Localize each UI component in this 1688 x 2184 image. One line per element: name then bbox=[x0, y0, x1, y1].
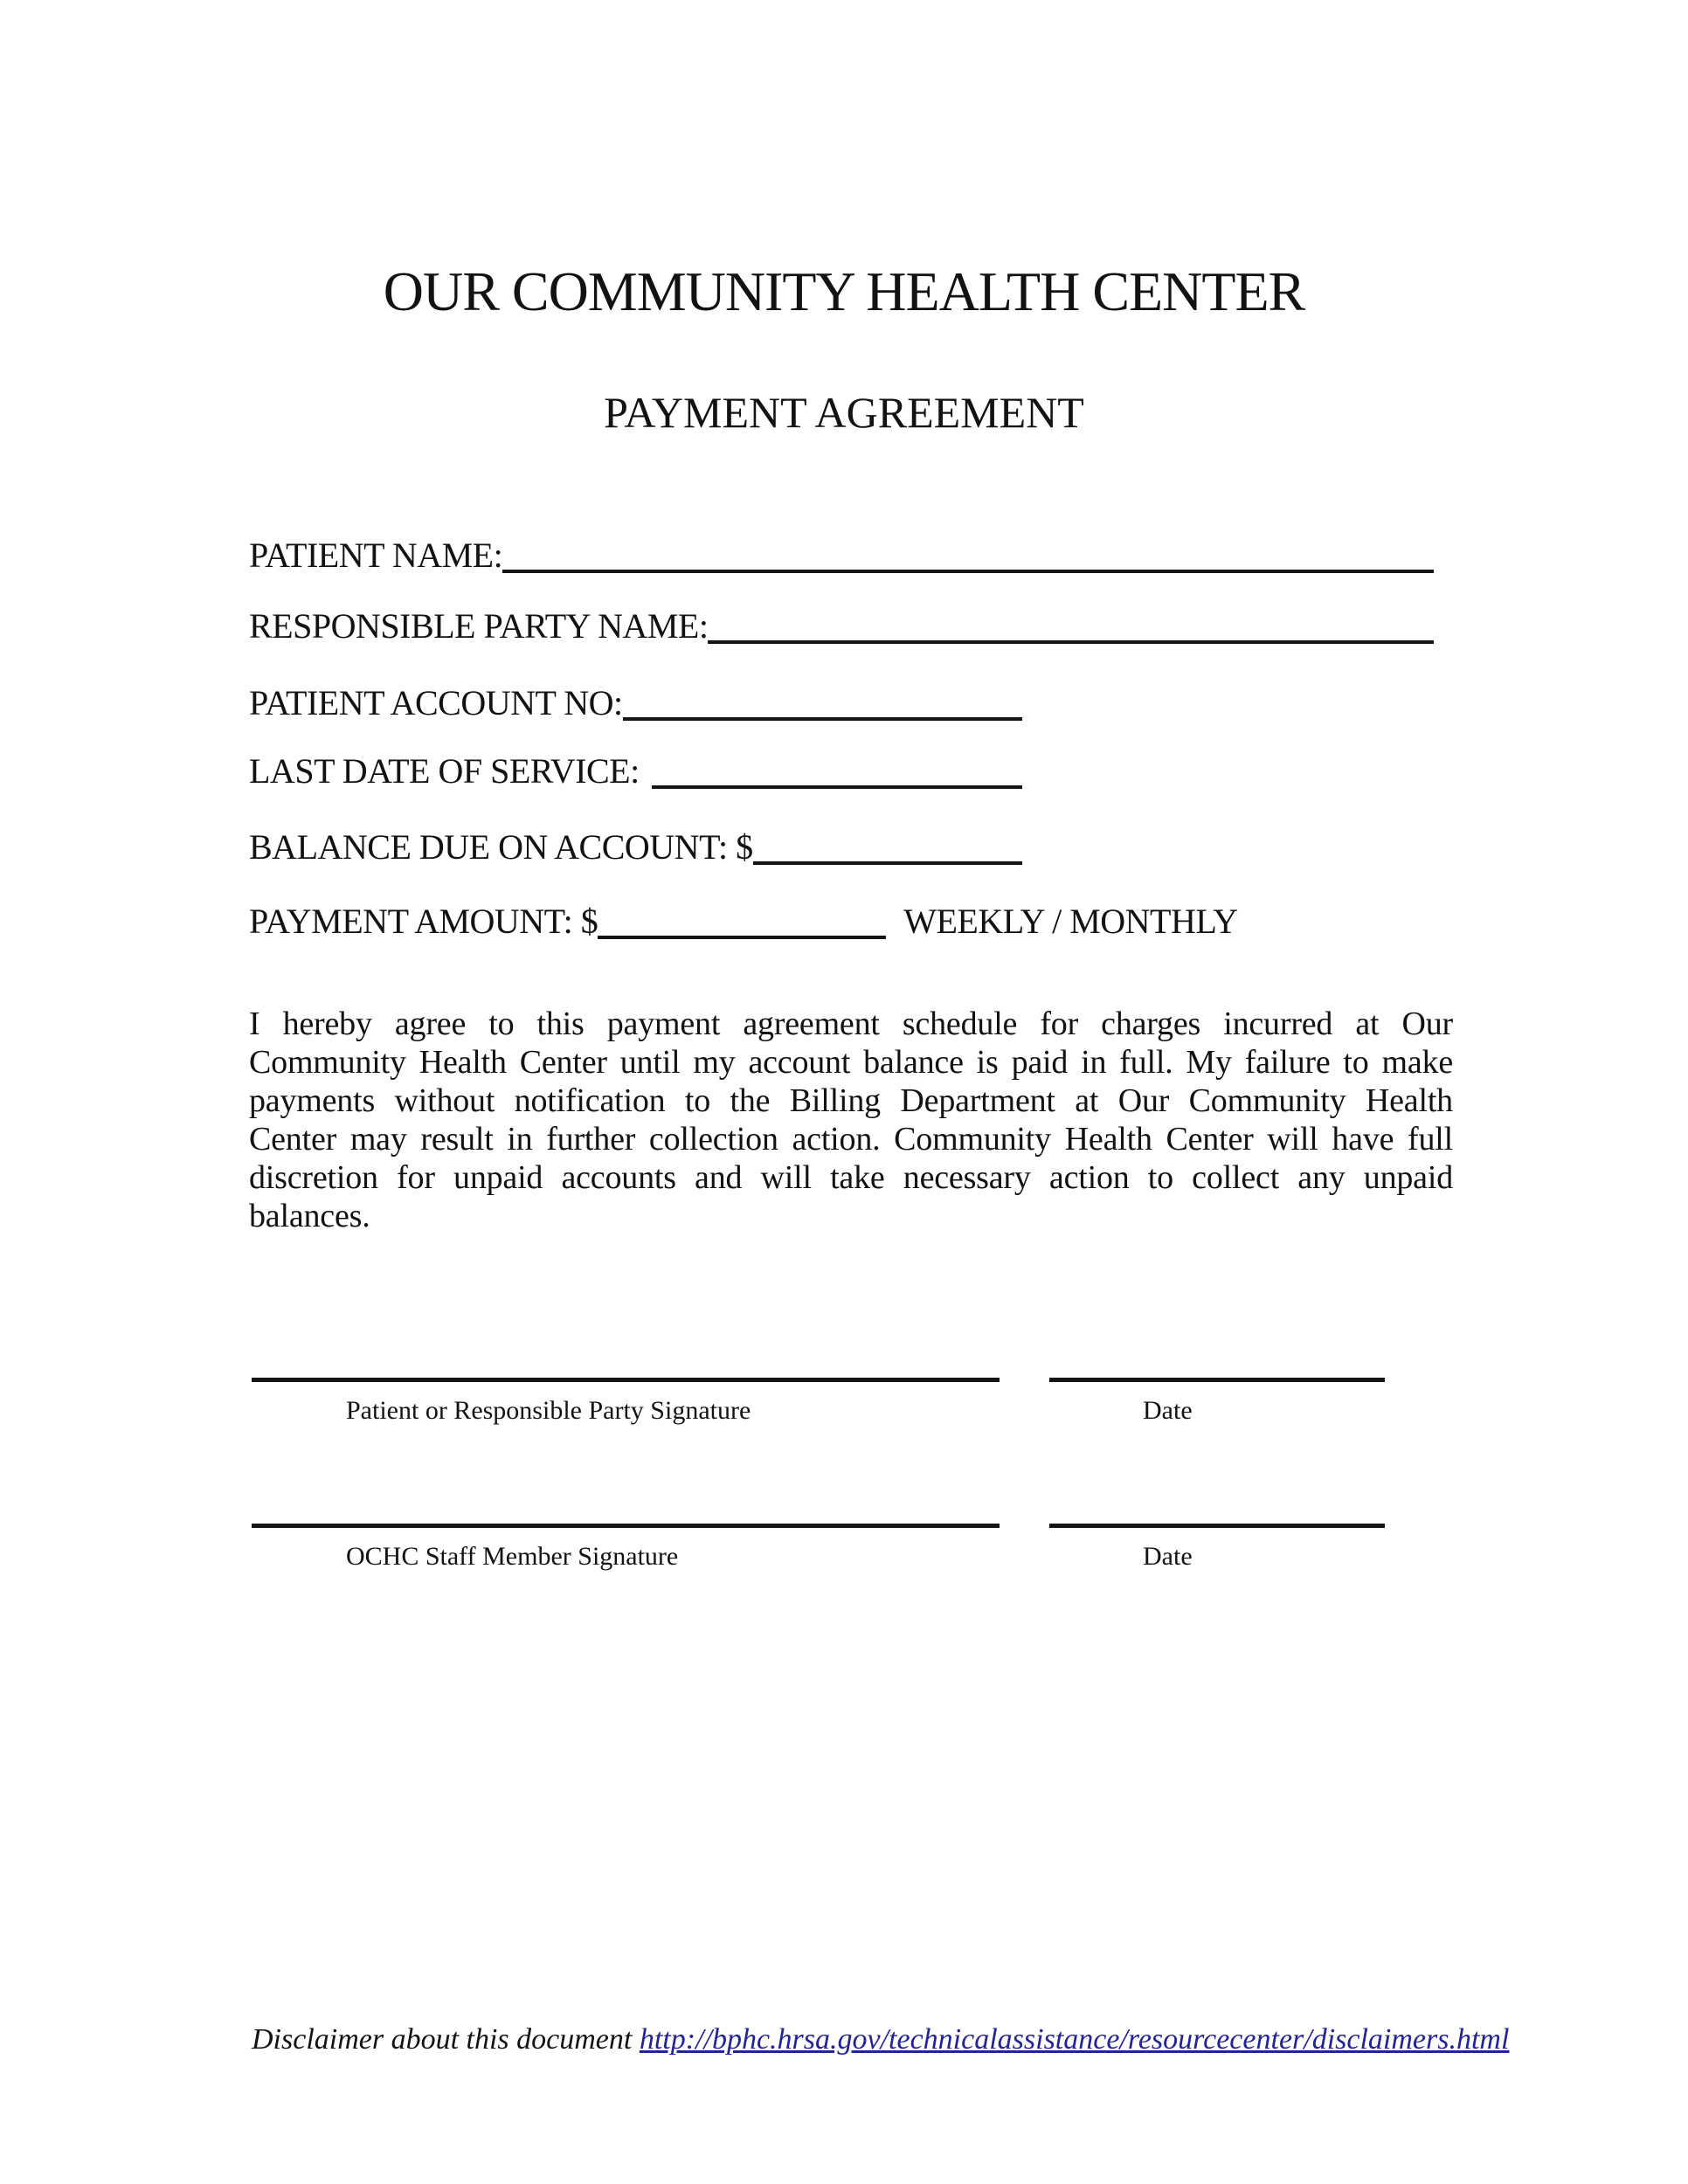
responsible-party-name-blank[interactable] bbox=[708, 593, 1434, 644]
patient-name-blank[interactable] bbox=[502, 522, 1434, 573]
responsible-party-name-label: RESPONSIBLE PARTY NAME: bbox=[249, 606, 709, 646]
page-subtitle: PAYMENT AGREEMENT bbox=[604, 388, 1084, 437]
patient-name-row bbox=[249, 522, 1434, 573]
patient-account-no-blank[interactable] bbox=[623, 670, 1022, 721]
last-date-of-service-label: LAST DATE OF SERVICE: bbox=[249, 751, 640, 791]
payment-amount-blank[interactable] bbox=[598, 888, 886, 939]
agreement-line: Center may result in further collection action. Community Health Center will have full bbox=[249, 1121, 1453, 1158]
staff-signature-date-line[interactable] bbox=[1049, 1524, 1385, 1528]
agreement-line: I hereby agree to this payment agreement schedule for charges incurred at Our bbox=[249, 1006, 1453, 1042]
agreement-line: Community Health Center until my account balance is paid in full. My failure to make bbox=[249, 1044, 1453, 1081]
disclaimer-text: Disclaimer about this document bbox=[252, 2023, 640, 2056]
footer-disclaimer bbox=[252, 2022, 1615, 2058]
agreement-paragraph bbox=[249, 1005, 1453, 1235]
agreement-line: discretion for unpaid accounts and will take necessary action to collect any unpaid bbox=[249, 1159, 1453, 1196]
payment-amount-row bbox=[249, 888, 1297, 939]
payment-amount-label: PAYMENT AMOUNT: $ bbox=[249, 902, 598, 941]
agreement-line: balances. bbox=[249, 1198, 370, 1234]
patient-signature-date-caption: Date bbox=[1143, 1396, 1193, 1425]
last-date-of-service-blank[interactable] bbox=[652, 738, 1022, 789]
patient-account-no-row bbox=[249, 670, 1022, 721]
patient-signature-date-line[interactable] bbox=[1049, 1378, 1385, 1382]
balance-due-label: BALANCE DUE ON ACCOUNT: $ bbox=[249, 827, 753, 867]
staff-signature-line[interactable] bbox=[252, 1524, 1000, 1528]
patient-signature-caption: Patient or Responsible Party Signature bbox=[346, 1396, 751, 1425]
balance-due-blank[interactable] bbox=[753, 814, 1022, 865]
payment-frequency-label: WEEKLY / MONTHLY bbox=[903, 902, 1238, 941]
patient-account-no-label: PATIENT ACCOUNT NO: bbox=[249, 683, 623, 722]
staff-signature-date-caption: Date bbox=[1143, 1542, 1193, 1571]
patient-name-label: PATIENT NAME: bbox=[249, 536, 503, 575]
page-title: OUR COMMUNITY HEALTH CENTER bbox=[383, 260, 1305, 322]
patient-signature-line[interactable] bbox=[252, 1378, 1000, 1382]
responsible-party-name-row bbox=[249, 593, 1434, 644]
disclaimer-link[interactable]: http://bphc.hrsa.gov/technicalassistance/resourcecenter/disclaimers.html bbox=[639, 2023, 1510, 2056]
agreement-line: payments without notification to the Billing Department at Our Community Health bbox=[249, 1082, 1453, 1119]
staff-signature-caption: OCHC Staff Member Signature bbox=[346, 1542, 679, 1571]
balance-due-row bbox=[249, 814, 1022, 865]
last-date-of-service-row bbox=[249, 738, 1022, 789]
